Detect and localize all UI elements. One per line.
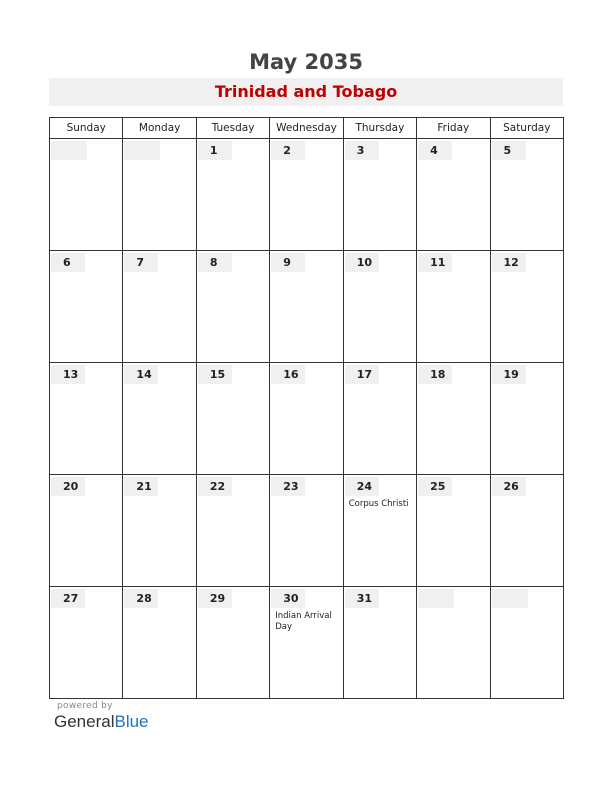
day-cell <box>343 139 416 251</box>
weekday-tuesday: Tuesday <box>196 118 269 139</box>
day-cell <box>490 475 563 587</box>
day-cell <box>270 587 343 699</box>
day-number: 22 <box>198 477 232 496</box>
day-number <box>124 141 160 160</box>
day-number: 3 <box>345 141 379 160</box>
day-cell <box>490 251 563 363</box>
brand-name-general: General <box>54 712 115 731</box>
day-number: 19 <box>492 365 526 384</box>
day-number: 31 <box>345 589 379 608</box>
day-number: 14 <box>124 365 158 384</box>
day-cell <box>50 251 123 363</box>
day-cell <box>50 363 123 475</box>
day-cell <box>417 587 490 699</box>
day-number: 7 <box>124 253 158 272</box>
day-number: 21 <box>124 477 158 496</box>
day-number: 27 <box>51 589 85 608</box>
day-cell <box>270 139 343 251</box>
day-number: 20 <box>51 477 85 496</box>
day-number: 9 <box>271 253 305 272</box>
day-cell <box>123 363 196 475</box>
calendar-grid <box>49 117 564 699</box>
day-number: 23 <box>271 477 305 496</box>
day-number: 28 <box>124 589 158 608</box>
day-number: 30 <box>271 589 305 608</box>
day-cell <box>343 363 416 475</box>
day-cell <box>343 587 416 699</box>
weekday-header-row <box>50 118 564 139</box>
day-number <box>51 141 87 160</box>
weekday-saturday: Saturday <box>490 118 563 139</box>
country-name: Trinidad and Tobago <box>214 82 398 101</box>
brand-name-blue: Blue <box>114 712 149 731</box>
day-number <box>492 589 528 608</box>
weekday-friday: Friday <box>417 118 490 139</box>
day-number: 6 <box>51 253 85 272</box>
day-number: 2 <box>271 141 305 160</box>
weekday-thursday: Thursday <box>343 118 416 139</box>
day-number: 15 <box>198 365 232 384</box>
day-number: 4 <box>418 141 452 160</box>
day-cell <box>270 363 343 475</box>
weekday-sunday: Sunday <box>50 118 123 139</box>
powered-by-text: powered by <box>57 701 113 711</box>
day-number: 29 <box>198 589 232 608</box>
day-cell <box>417 251 490 363</box>
day-cell <box>490 587 563 699</box>
day-cell <box>50 587 123 699</box>
week-row <box>50 139 564 251</box>
day-cell <box>270 251 343 363</box>
day-cell <box>196 251 269 363</box>
day-number: 1 <box>198 141 232 160</box>
day-number: 11 <box>418 253 452 272</box>
day-cell <box>50 475 123 587</box>
day-cell <box>123 139 196 251</box>
week-row <box>50 251 564 363</box>
day-number: 25 <box>418 477 452 496</box>
calendar-title: May 2035 <box>249 50 363 74</box>
week-row <box>50 475 564 587</box>
day-cell <box>196 475 269 587</box>
day-number: 10 <box>345 253 379 272</box>
day-number: 5 <box>492 141 526 160</box>
weekday-wednesday: Wednesday <box>270 118 343 139</box>
day-number: 17 <box>345 365 379 384</box>
holiday-label: Corpus Christi <box>348 499 409 509</box>
day-number: 12 <box>492 253 526 272</box>
day-number: 16 <box>271 365 305 384</box>
day-cell <box>196 587 269 699</box>
week-row <box>50 587 564 699</box>
day-cell <box>196 363 269 475</box>
day-number: 24 <box>345 477 379 496</box>
day-cell <box>123 587 196 699</box>
day-cell <box>490 139 563 251</box>
day-cell <box>196 139 269 251</box>
day-cell <box>123 251 196 363</box>
country-banner <box>49 78 563 106</box>
weekday-monday: Monday <box>123 118 196 139</box>
day-cell <box>417 139 490 251</box>
day-cell <box>123 475 196 587</box>
day-number: 8 <box>198 253 232 272</box>
week-row <box>50 363 564 475</box>
holiday-label: Indian Arrival Day <box>275 611 332 632</box>
day-number: 13 <box>51 365 85 384</box>
day-number <box>418 589 454 608</box>
day-cell <box>417 475 490 587</box>
day-cell <box>343 251 416 363</box>
brand-logo[interactable] <box>54 712 149 732</box>
day-cell <box>417 363 490 475</box>
day-number: 26 <box>492 477 526 496</box>
day-cell <box>490 363 563 475</box>
day-cell <box>343 475 416 587</box>
day-number: 18 <box>418 365 452 384</box>
day-cell <box>270 475 343 587</box>
day-cell <box>50 139 123 251</box>
